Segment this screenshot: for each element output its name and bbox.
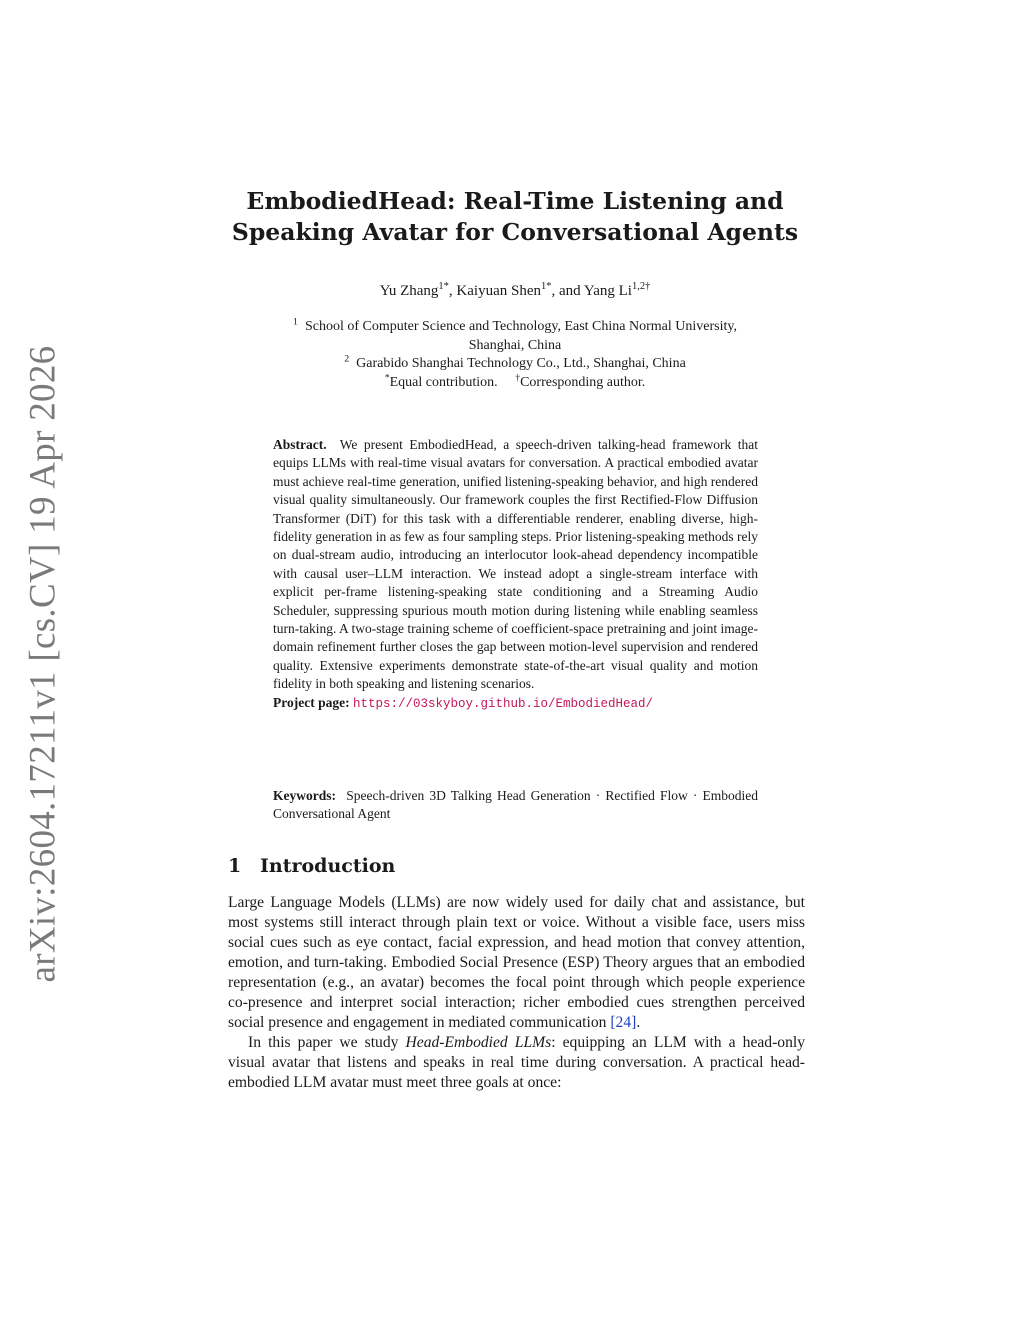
author-1-name: Yu Zhang	[379, 283, 439, 299]
project-page-link[interactable]: https://03skyboy.github.io/EmbodiedHead/	[352, 696, 654, 711]
equal-contribution-mark: *	[384, 371, 390, 383]
keywords-label: Keywords:	[273, 788, 336, 803]
paper-title-line-1: EmbodiedHead: Real-Time Listening and	[246, 187, 784, 215]
arxiv-identifier-text: arXiv:2604.17211v1 [cs.CV] 19 Apr 2026	[22, 345, 64, 983]
intro-paragraph-2	[228, 1033, 805, 1093]
corresponding-author-mark: †	[515, 371, 521, 383]
introduction-body	[228, 893, 805, 1093]
corresponding-author-text: Corresponding author.	[520, 374, 646, 390]
section-heading-introduction	[228, 855, 395, 877]
author-list	[200, 281, 830, 301]
equal-contribution-text: Equal contribution.	[389, 374, 498, 390]
abstract-block	[273, 436, 758, 713]
author-3-name: Yang Li	[583, 283, 632, 299]
affiliations	[220, 318, 810, 392]
paper-title-line-2: Speaking Avatar for Conversational Agents	[231, 218, 799, 246]
keywords-text: Speech-driven 3D Talking Head Generation · Rectified Flow · Embodied Conversational Agent	[273, 788, 758, 822]
citation-link[interactable]: [24]	[610, 1014, 637, 1031]
affiliation-1	[220, 318, 810, 337]
abstract-paragraph	[273, 436, 758, 694]
author-separator-2: , and	[551, 283, 584, 299]
abstract-text: We present EmbodiedHead, a speech-driven talking-head framework that equips LLMs with real-time visual avatars for conversation. A practical embodied avatar must achieve real-time generation, unified listening-speaking behavior, and high rendered visual quality simultaneously. Our framework couples the first Rectified-Flow Diffusion Transformer (DiT) for this task with a differentiable renderer, enabling diverse, high-fidelity generation in as few as four sampling steps. Prior listening-speaking methods rely on dual-stream audio, introducing an interlocutor look-ahead dependency incompatible with causal user–LLM interaction. We instead adopt a single-stream interface with explicit per-frame listening-speaking state conditioning and a Streaming Audio Scheduler, suppressing spurious mouth motion during listening while enabling seamless turn-taking. A two-stage training scheme of coefficient-space pretraining and joint image-domain refinement further closes the gap between motion-level supervision and rendered quality. Extensive experiments demonstrate state-of-the-art visual quality and motion fidelity in both speaking and listening scenarios.	[273, 437, 758, 692]
intro-paragraph-2-emphasis: Head-Embodied LLMs	[405, 1034, 552, 1051]
affiliation-1-mark: 1	[293, 316, 298, 328]
intro-paragraph-1-end: .	[636, 1014, 641, 1031]
intro-paragraph-2-rest: : equipping an LLM with a head-only visual avatar that listens and speaks in real time during conversation. A practical head-embodied LLM avatar must meet three goals at once:	[228, 1034, 805, 1091]
affiliation-2	[220, 355, 810, 374]
keywords-block	[273, 787, 758, 824]
affiliation-1-line-1: School of Computer Science and Technology, East China Normal University,	[304, 319, 737, 334]
section-title: Introduction	[260, 855, 396, 877]
author-separator-1: ,	[448, 283, 457, 299]
project-page-label: Project page:	[273, 694, 350, 710]
author-1-mark: 1*	[438, 281, 449, 292]
author-3-mark: 1,2†	[631, 281, 651, 292]
section-number: 1	[228, 855, 242, 877]
project-page-line	[273, 694, 758, 713]
intro-paragraph-1	[228, 893, 805, 1033]
contribution-notes	[220, 371, 810, 393]
affiliation-2-text: Garabido Shanghai Technology Co., Ltd., Shanghai, China	[356, 356, 686, 371]
intro-paragraph-2-start: In this paper we study	[248, 1034, 406, 1051]
intro-paragraph-1-text: Large Language Models (LLMs) are now widely used for daily chat and assistance, but most systems still interact through plain text or voice. Without a visible face, users miss social cues such as eye contact, facial expression, and head motion that convey attention, emotion, and turn-taking. Embodied Social Presence (ESP) Theory argues that an embodied representation (e.g., an avatar) becomes the focal point through which people experience co-presence and interpret social interaction; richer embodied cues strengthen perceived social presence and engagement in mediated communication	[228, 894, 805, 1031]
affiliation-2-mark: 2	[344, 353, 350, 365]
abstract-label: Abstract.	[273, 437, 327, 452]
affiliation-1-line-2: Shanghai, China	[468, 337, 562, 353]
paper-title	[180, 186, 850, 248]
author-2-name: Kaiyuan Shen	[456, 283, 541, 299]
author-2-mark: 1*	[541, 281, 552, 292]
